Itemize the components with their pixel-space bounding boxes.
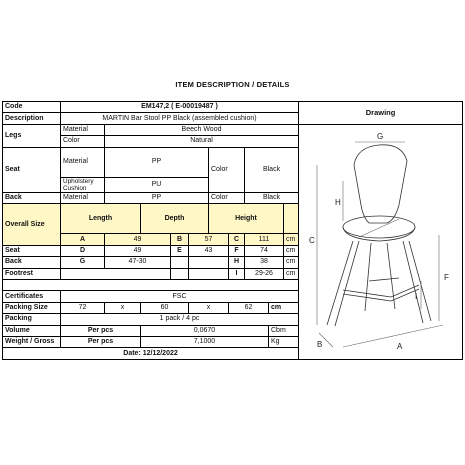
seat-dims-label: Seat: [3, 245, 61, 256]
footrest-unit: cm: [284, 268, 299, 279]
dim-i-label: I: [229, 268, 245, 279]
back-dims-unit: cm: [284, 257, 299, 268]
dim-g-value: 47-30: [105, 257, 171, 268]
dim-e-label: E: [171, 245, 189, 256]
back-color: Black: [245, 192, 299, 203]
volume-unit: Cbm: [269, 325, 299, 336]
packing-size-label: Packing Size: [3, 302, 61, 313]
volume-value: 0,0670: [141, 325, 269, 336]
height-header: Height: [209, 204, 284, 234]
drawing-label: Drawing: [299, 102, 463, 125]
drawing-letter-a: A: [397, 341, 403, 351]
footrest-label: Footrest: [3, 268, 61, 279]
drawing-letter-i: I: [415, 291, 418, 301]
dim-f-label: F: [229, 245, 245, 256]
packing-height: 62: [229, 302, 269, 313]
weight-value: 7,1000: [141, 337, 269, 348]
code-value: EM147,2 ( E-00019487 ): [61, 102, 299, 113]
overall-size-label: Overall Size: [3, 204, 61, 246]
dim-f-value: 74: [245, 245, 284, 256]
seat-label: Seat: [3, 147, 61, 192]
dim-h-value: 38: [245, 257, 284, 268]
legs-material: Beech Wood: [105, 124, 299, 135]
packing-x1: x: [105, 302, 141, 313]
overall-unit: cm: [284, 234, 299, 245]
back-label: Back: [3, 192, 61, 203]
back-dims-label: Back: [3, 257, 61, 268]
weight-per: Per pcs: [61, 337, 141, 348]
seat-upholstery-label: Upholstery Cushion: [61, 177, 105, 192]
drawing-letter-g: G: [377, 131, 384, 141]
packing-label: Packing: [3, 314, 61, 325]
back-material-label: Material: [61, 192, 105, 203]
dim-d-label: D: [61, 245, 105, 256]
seat-upholstery: PU: [105, 177, 209, 192]
volume-label: Volume: [3, 325, 61, 336]
spec-table: [2, 101, 463, 360]
date-stamp: Date: 12/12/2022: [3, 348, 299, 359]
dim-d-value: 49: [105, 245, 171, 256]
dim-i-value: 29-26: [245, 268, 284, 279]
seat-dims-unit: cm: [284, 245, 299, 256]
description-label: Description: [3, 113, 61, 124]
packing-width: 60: [141, 302, 189, 313]
seat-material-label: Material: [61, 147, 105, 177]
dim-h-label: H: [229, 257, 245, 268]
code-label: Code: [3, 102, 61, 113]
legs-label: Legs: [3, 124, 61, 147]
packing-value: 1 pack / 4 pc: [61, 314, 299, 325]
legs-material-label: Material: [61, 124, 105, 135]
legs-color-label: Color: [61, 136, 105, 147]
dim-c-label: C: [229, 234, 245, 245]
drawing-letter-h: H: [335, 197, 341, 207]
length-header: Length: [61, 204, 141, 234]
bar-stool-drawing: [299, 125, 463, 355]
certificates-label: Certificates: [3, 291, 61, 302]
packing-x2: x: [189, 302, 229, 313]
depth-header: Depth: [141, 204, 209, 234]
description-value: MARTIN Bar Stool PP Black (assembled cushion): [61, 113, 299, 124]
dim-b-value: 57: [189, 234, 229, 245]
packing-unit: cm: [269, 302, 299, 313]
legs-color: Natural: [105, 136, 299, 147]
dim-e-value: 43: [189, 245, 229, 256]
volume-per: Per pcs: [61, 325, 141, 336]
dim-a-label: A: [61, 234, 105, 245]
packing-length: 72: [61, 302, 105, 313]
seat-material: PP: [105, 147, 209, 177]
back-material: PP: [105, 192, 209, 203]
dim-a-value: 49: [105, 234, 171, 245]
drawing-letter-b: B: [317, 339, 323, 349]
drawing-letter-c: C: [309, 235, 315, 245]
page-title: ITEM DESCRIPTION / DETAILS: [175, 80, 290, 89]
back-color-label: Color: [209, 192, 245, 203]
seat-color: Black: [245, 147, 299, 192]
seat-color-label: Color: [209, 147, 245, 192]
drawing-letter-f: F: [444, 272, 449, 282]
certificates-value: FSC: [61, 291, 299, 302]
weight-label: Weight / Gross: [3, 337, 61, 348]
dim-g-label: G: [61, 257, 105, 268]
weight-unit: Kg: [269, 337, 299, 348]
dim-b-label: B: [171, 234, 189, 245]
dim-c-value: 111: [245, 234, 284, 245]
drawing-cell: [299, 124, 463, 359]
